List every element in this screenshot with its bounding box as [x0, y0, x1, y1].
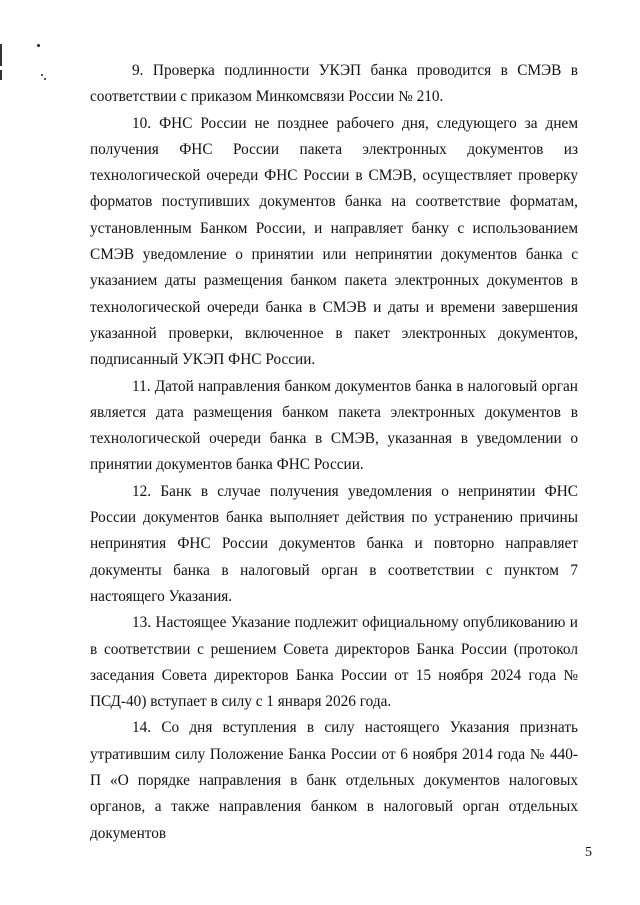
scan-speck-3	[44, 78, 46, 80]
paragraph-10: 10. ФНС России не позднее рабочего дня, следующего за днем получения ФНС России пакета электронных документов из технологической очереди ФНС России в СМЭВ, осуществляет проверку форматов поступивших документов банка на соответствие форматам, установленным Банком России, и направляет банку с использованием СМЭВ уведомление о принятии или непринятии документов банка с указанием даты размещения банком пакета электронных документов в технологической очереди банка в СМЭВ и даты и времени завершения указанной проверки, включенное в пакет электронных документов, подписанный УКЭП ФНС России.	[90, 114, 578, 369]
document-body	[90, 58, 578, 847]
binding-mark-bottom	[0, 70, 2, 80]
binding-mark-top	[0, 44, 2, 66]
paragraph-13: 13. Настоящее Указание подлежит официальному опубликованию и в соответствии с решением Совета директоров Банка России (протокол заседания Совета директоров Банка России от 15 ноября 2024 года № ПСД-40) вступает в силу с 1 января 2026 года.	[90, 614, 578, 711]
scan-speck-1	[37, 44, 40, 47]
paragraph-9: 9. Проверка подлинности УКЭП банка проводится в СМЭВ в соответствии с приказом Минкомсвязи России № 210.	[90, 62, 578, 106]
paragraph-12: 12. Банк в случае получения уведомления о непринятии ФНС России документов банка выполняет действия по устранению причины непринятия ФНС России документов банка и повторно направляет документы банка в налоговый орган в соответствии с пунктом 7 настоящего Указания.	[90, 482, 578, 605]
scan-speck-2	[41, 74, 43, 76]
paragraph-11: 11. Датой направления банком документов банка в налоговый орган является дата размещения банком пакета электронных документов в технологической очереди банка в СМЭВ, указанная в уведомлении о принятии документов банка ФНС России.	[90, 377, 578, 474]
paragraph-14: 14. Со дня вступления в силу настоящего Указания признать утратившим силу Положение Банка России от 6 ноября 2014 года № 440-П «О порядке направления в банк отдельных документов налоговых органов, а также направления банком в налоговый орган отдельных документов	[90, 719, 578, 842]
page-number: 5	[585, 845, 592, 860]
